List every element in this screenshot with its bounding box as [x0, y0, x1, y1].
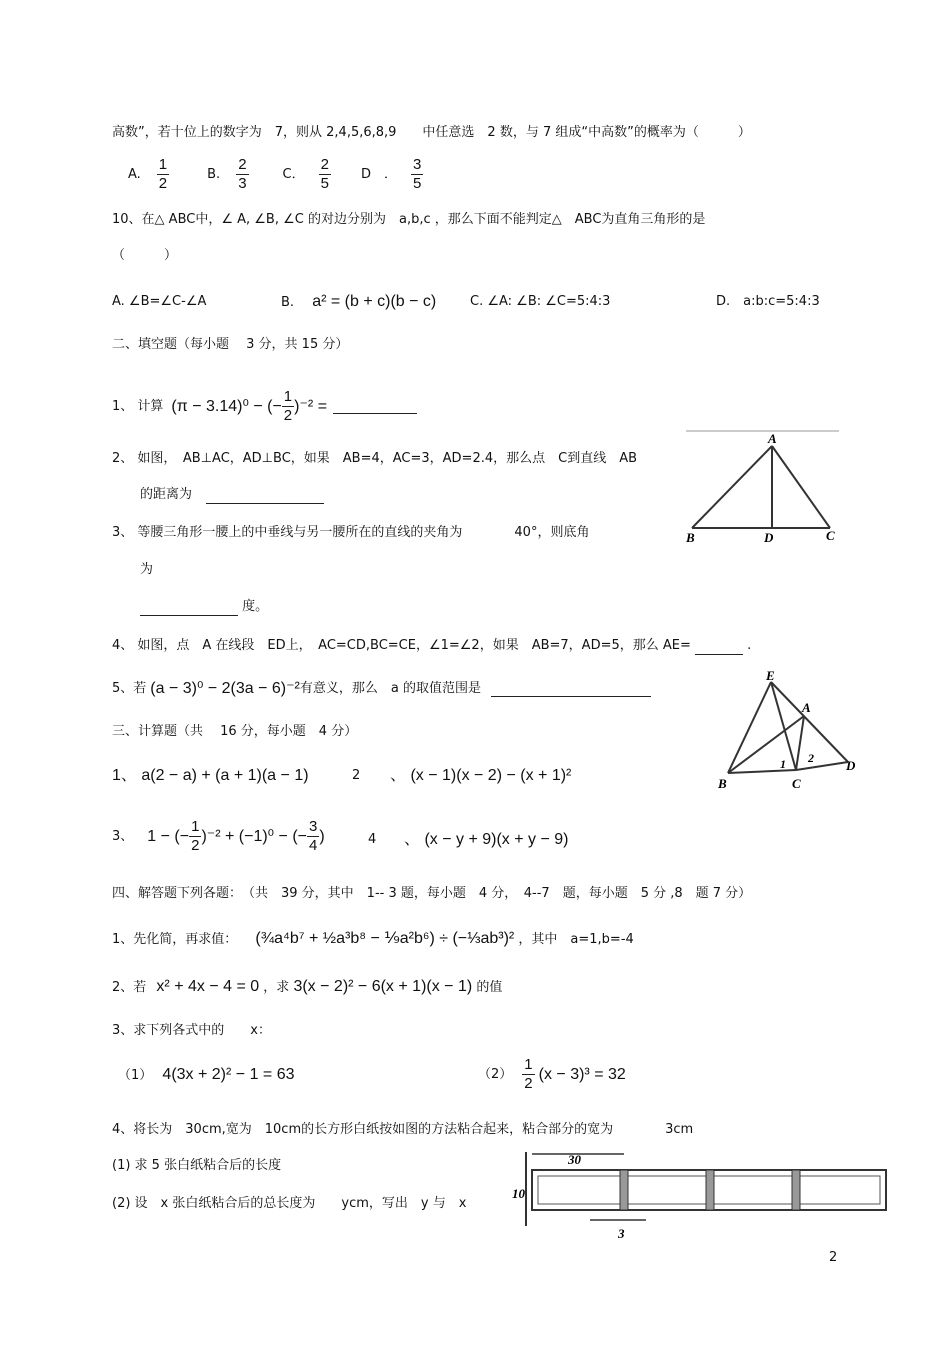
glue-overlap [792, 1170, 800, 1210]
segment-eb [728, 682, 771, 773]
q10-option-b-letter: B. [281, 295, 295, 310]
label-c: C [826, 528, 835, 543]
s4-q2-label: 2、若 [112, 980, 147, 995]
s4-q2-math2: 3(x − 2)² − 6(x + 1)(x − 1) [293, 978, 473, 995]
segment-ab [728, 716, 804, 773]
angle-1-label: 1 [780, 757, 786, 771]
s4-q3-2-fraction: $\frac{1}{2}$ [524, 1056, 533, 1092]
label-e: E [766, 668, 775, 683]
label-d: D [764, 530, 774, 545]
figure-paper-strips [510, 1146, 890, 1242]
option-a-fraction: $\frac{1}{2}$ [158, 156, 168, 192]
s4-q3-1-label: （1） [118, 1068, 153, 1083]
s3-q3-label: 3、 [112, 828, 134, 844]
s2-q2-line2 [140, 486, 324, 504]
s2-q3-line3 [140, 598, 268, 616]
angle-2-label: 2 [808, 751, 814, 765]
s2-q4 [112, 637, 751, 655]
option-d-fraction: $\frac{3}{5}$ [412, 156, 422, 192]
s4-q2-tail: 的值 [476, 980, 503, 995]
option-b-fraction: $\frac{2}{3}$ [238, 156, 247, 192]
s4-q1-tail: ，其中 a=1,b=-4 [518, 932, 634, 947]
s3-q3-fraction-2: $\frac{3}{4}$ [309, 818, 318, 854]
q10-paren: （ ） [112, 248, 178, 263]
label-d: D [846, 758, 856, 773]
s2-q4-end: . [747, 638, 752, 653]
s2-q3-line1: 3、 等腰三角形一腰上的中垂线与另一腰所在的直线的夹角为 40°，则底角 [112, 525, 590, 540]
s4-q1-math: (¾a⁴b⁷ + ½a³b⁸ − ⅑a²b⁶) ÷ (−⅓ab³)² [255, 930, 515, 947]
answer-blank [206, 489, 324, 504]
s2-q1-label: 1、 计算 [112, 398, 164, 414]
q10-option-b-math: a² = (b + c)(b − c) [312, 293, 437, 310]
label-3: 3 [618, 1226, 625, 1241]
s3-q3 [112, 818, 325, 855]
segment-ab [692, 446, 772, 528]
figure-triangles-ed [716, 666, 866, 792]
s2-q5 [112, 680, 651, 698]
option-d-letter: D ． [360, 166, 397, 182]
s2-q5-label: 5、若 [112, 681, 147, 696]
s4-q3-2-label: （2） [478, 1066, 513, 1082]
s3-q4-label: 4 [368, 832, 377, 847]
label-a: A [768, 431, 777, 446]
s3-q2: 、 (x − 1)(x − 2) − (x + 1)² [390, 767, 572, 784]
s3-q3-math-a: 1 − (− [147, 827, 190, 845]
answer-blank [695, 640, 743, 655]
option-b-letter: B. [207, 166, 221, 182]
q10-option-b [281, 293, 436, 312]
segment-ac [796, 716, 804, 770]
s2-q1-math-a: (π − 3.14)⁰ − (− [171, 397, 282, 415]
glue-overlap [706, 1170, 714, 1210]
s4-q1 [112, 930, 634, 949]
s2-q5-math: (a − 3)⁰ − 2(3a − 6)⁻² [150, 680, 300, 697]
q10-option-a: A. ∠B=∠C-∠A [112, 294, 207, 309]
option-c-letter: C． [282, 166, 305, 182]
q10-option-c: C. ∠A: ∠B: ∠C=5:4:3 [470, 294, 611, 309]
option-c-fraction: $\frac{2}{5}$ [320, 156, 329, 192]
s2-q3-line3-text: 度。 [242, 599, 269, 614]
label-a: A [802, 700, 811, 715]
figure-triangle-abc [684, 428, 844, 546]
segment-ac [772, 446, 830, 528]
s2-q3-line2: 为 [140, 562, 154, 577]
s3-q4: 、 (x − y + 9)(x + y − 9) [404, 831, 569, 848]
s4-q1-label: 1、先化简，再求值： [112, 932, 238, 947]
s2-q1 [112, 388, 417, 425]
page-number: 2 [829, 1250, 838, 1265]
s4-q4-part2: (2) 设 x 张白纸粘合后的总长度为 ycm，写出 y 与 x [112, 1196, 467, 1211]
s4-q4: 4、将长为 30cm,宽为 10cm的长方形白纸按如图的方法粘合起来，粘合部分的宽为 3cm [112, 1122, 694, 1137]
s3-q3-math-b: )⁻² + (−1)⁰ − (− [201, 827, 307, 845]
s2-q2-line2-text: 的距离为 [140, 487, 193, 502]
s4-q3: 3、求下列各式中的 x： [112, 1023, 271, 1038]
label-c: C [792, 776, 801, 791]
s4-q3-2-math: (x − 3)³ = 32 [538, 1065, 626, 1083]
s4-q3-1-math: 4(3x + 2)² − 1 = 63 [162, 1066, 295, 1083]
s4-q2-math: x² + 4x − 4 = 0 [156, 978, 260, 995]
s3-q3-fraction-1: $\frac{1}{2}$ [191, 818, 200, 854]
s3-q2-label: 2 [352, 768, 361, 783]
q9-stem: 高数”，若十位上的数字为 7，则从 2,4,5,6,8,9 中任意选 2 数，与 7 组成“中高数”的概率为（ ） [112, 125, 751, 140]
s3-q3-math-c: ) [319, 827, 325, 845]
q9-options [128, 156, 423, 193]
section4-title: 四、解答题下列各题： （共 39 分，其中 1-- 3 题，每小题 4 分， 4--7 题，每小题 5 分 ,8 题 7 分） [112, 886, 752, 901]
s2-q2-line1: 2、 如图， AB⊥AC，AD⊥BC，如果 AB=4，AC=3，AD=2.4，那么点 C到直线 AB [112, 451, 638, 466]
section2-title: 二、填空题（每小题 3 分，共 15 分） [112, 337, 349, 352]
glue-overlap [620, 1170, 628, 1210]
s4-q4-part1: (1) 求 5 张白纸粘合后的长度 [112, 1158, 282, 1173]
s2-q1-math-b: )⁻² = [294, 397, 328, 415]
segment-cd [796, 762, 848, 770]
answer-blank [333, 399, 417, 414]
label-30: 30 [568, 1152, 581, 1167]
s4-q2 [112, 978, 502, 997]
section3-title: 三、计算题（共 16 分，每小题 4 分） [112, 724, 358, 739]
s4-q3-1 [118, 1066, 295, 1085]
s2-q4-text: 4、 如图，点 A 在线段 ED上， AC=CD,BC=CE，∠1=∠2，如果 AB=7，AD=5，那么 AE= [112, 638, 691, 653]
q10-stem: 10、在△ ABC中，∠ A, ∠B, ∠C 的对边分别为 a,b,c ，那么下面不能判定△ ABC为直角三角形的是 [112, 212, 706, 227]
s2-q1-fraction: $\frac{1}{2}$ [283, 388, 293, 424]
s4-q2-mid: ，求 [263, 980, 290, 995]
label-b: B [718, 776, 727, 791]
label-b: B [686, 530, 695, 545]
s3-q1: 1、 a(2 − a) + (a + 1)(a − 1) [112, 767, 309, 784]
answer-blank [140, 601, 238, 616]
s2-q5-text: 有意义，那么 a 的取值范围是 [299, 681, 481, 696]
q10-option-d: D. a:b:c=5:4:3 [716, 294, 820, 309]
option-a-letter: A. [128, 166, 141, 182]
s4-q3-2 [478, 1056, 626, 1093]
answer-blank [491, 682, 651, 697]
label-10: 10 [512, 1186, 525, 1201]
